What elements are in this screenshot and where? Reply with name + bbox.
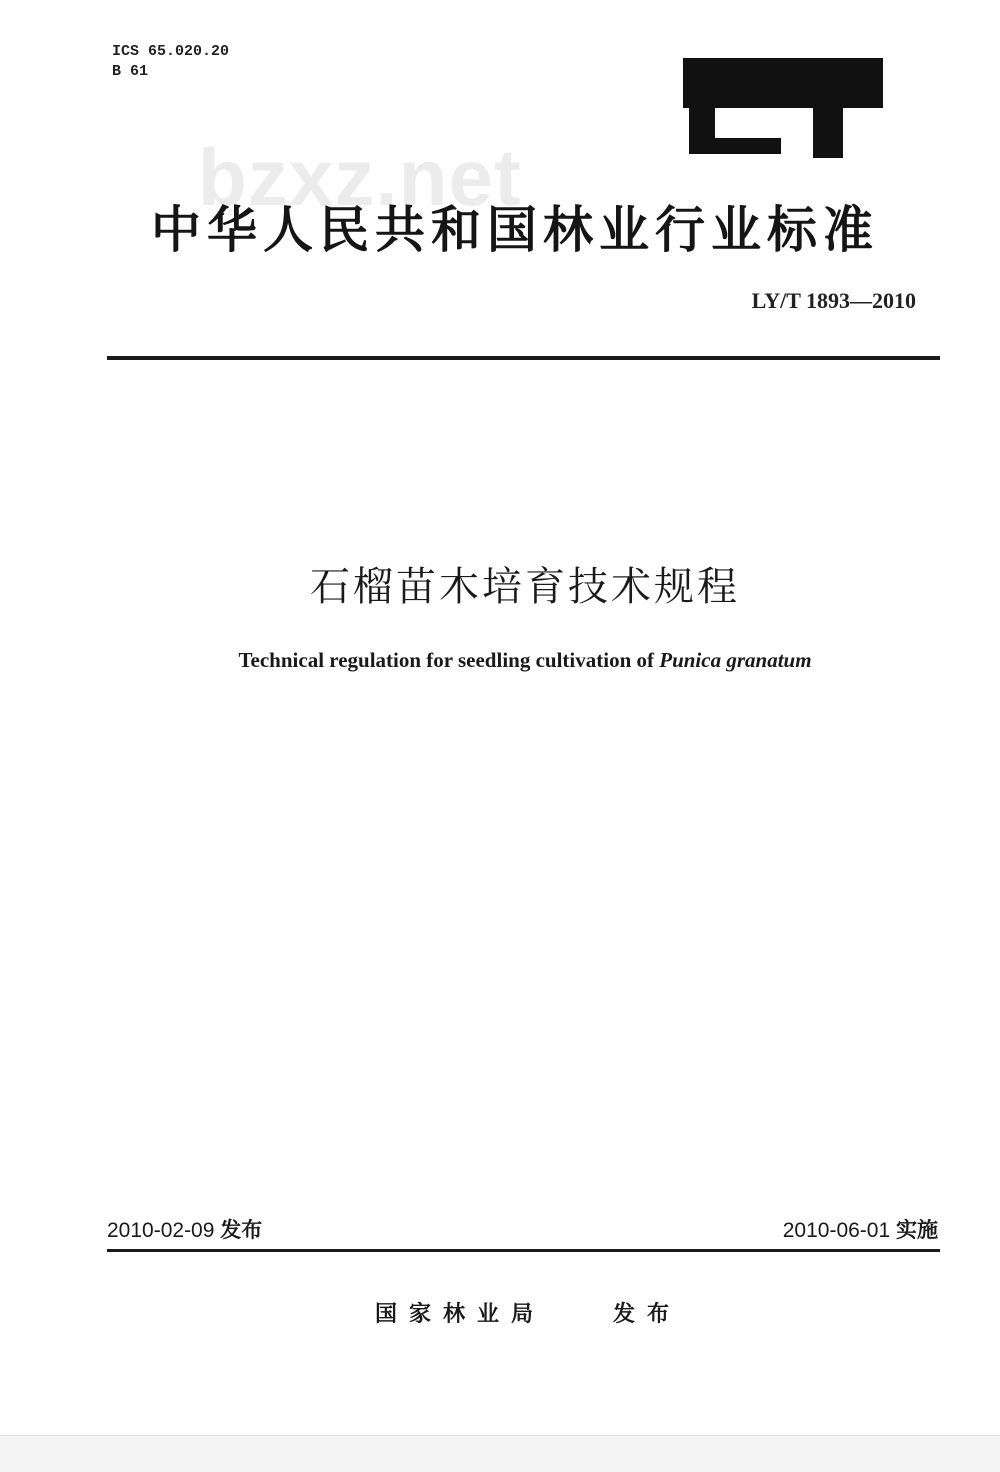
title-en-plain: Technical regulation for seedling cultivation of (238, 648, 660, 672)
implementation-label: 实施 (896, 1218, 938, 1242)
top-divider (107, 356, 940, 360)
standard-title: 中华人民共和国林业行业标准 (151, 201, 879, 259)
issue-date-line (107, 1214, 262, 1244)
issue-date: 2010-02-09 (107, 1219, 215, 1242)
publisher-action: 发布 (613, 1302, 682, 1327)
publisher-name: 国家林业局 (375, 1302, 546, 1327)
ly-logo-icon (683, 58, 883, 158)
document-title-cn: 石榴苗木培育技术规程 (310, 564, 740, 610)
implementation-date-line (783, 1214, 938, 1244)
implementation-date: 2010-06-01 (782, 1219, 891, 1242)
standard-number: LY/T 1893—2010 (751, 288, 916, 313)
issue-label: 发布 (220, 1218, 263, 1242)
bottom-divider (107, 1249, 940, 1252)
document-title-en (0, 648, 1000, 673)
ics-code: ICS 65.020.20 (112, 43, 230, 60)
ccs-code: B 61 (112, 63, 149, 80)
viewer-bottom-strip (0, 1435, 1000, 1472)
watermark-text: bzxz.net (198, 133, 522, 222)
title-en-species: Punica granatum (659, 648, 812, 672)
classification-codes (112, 42, 229, 82)
